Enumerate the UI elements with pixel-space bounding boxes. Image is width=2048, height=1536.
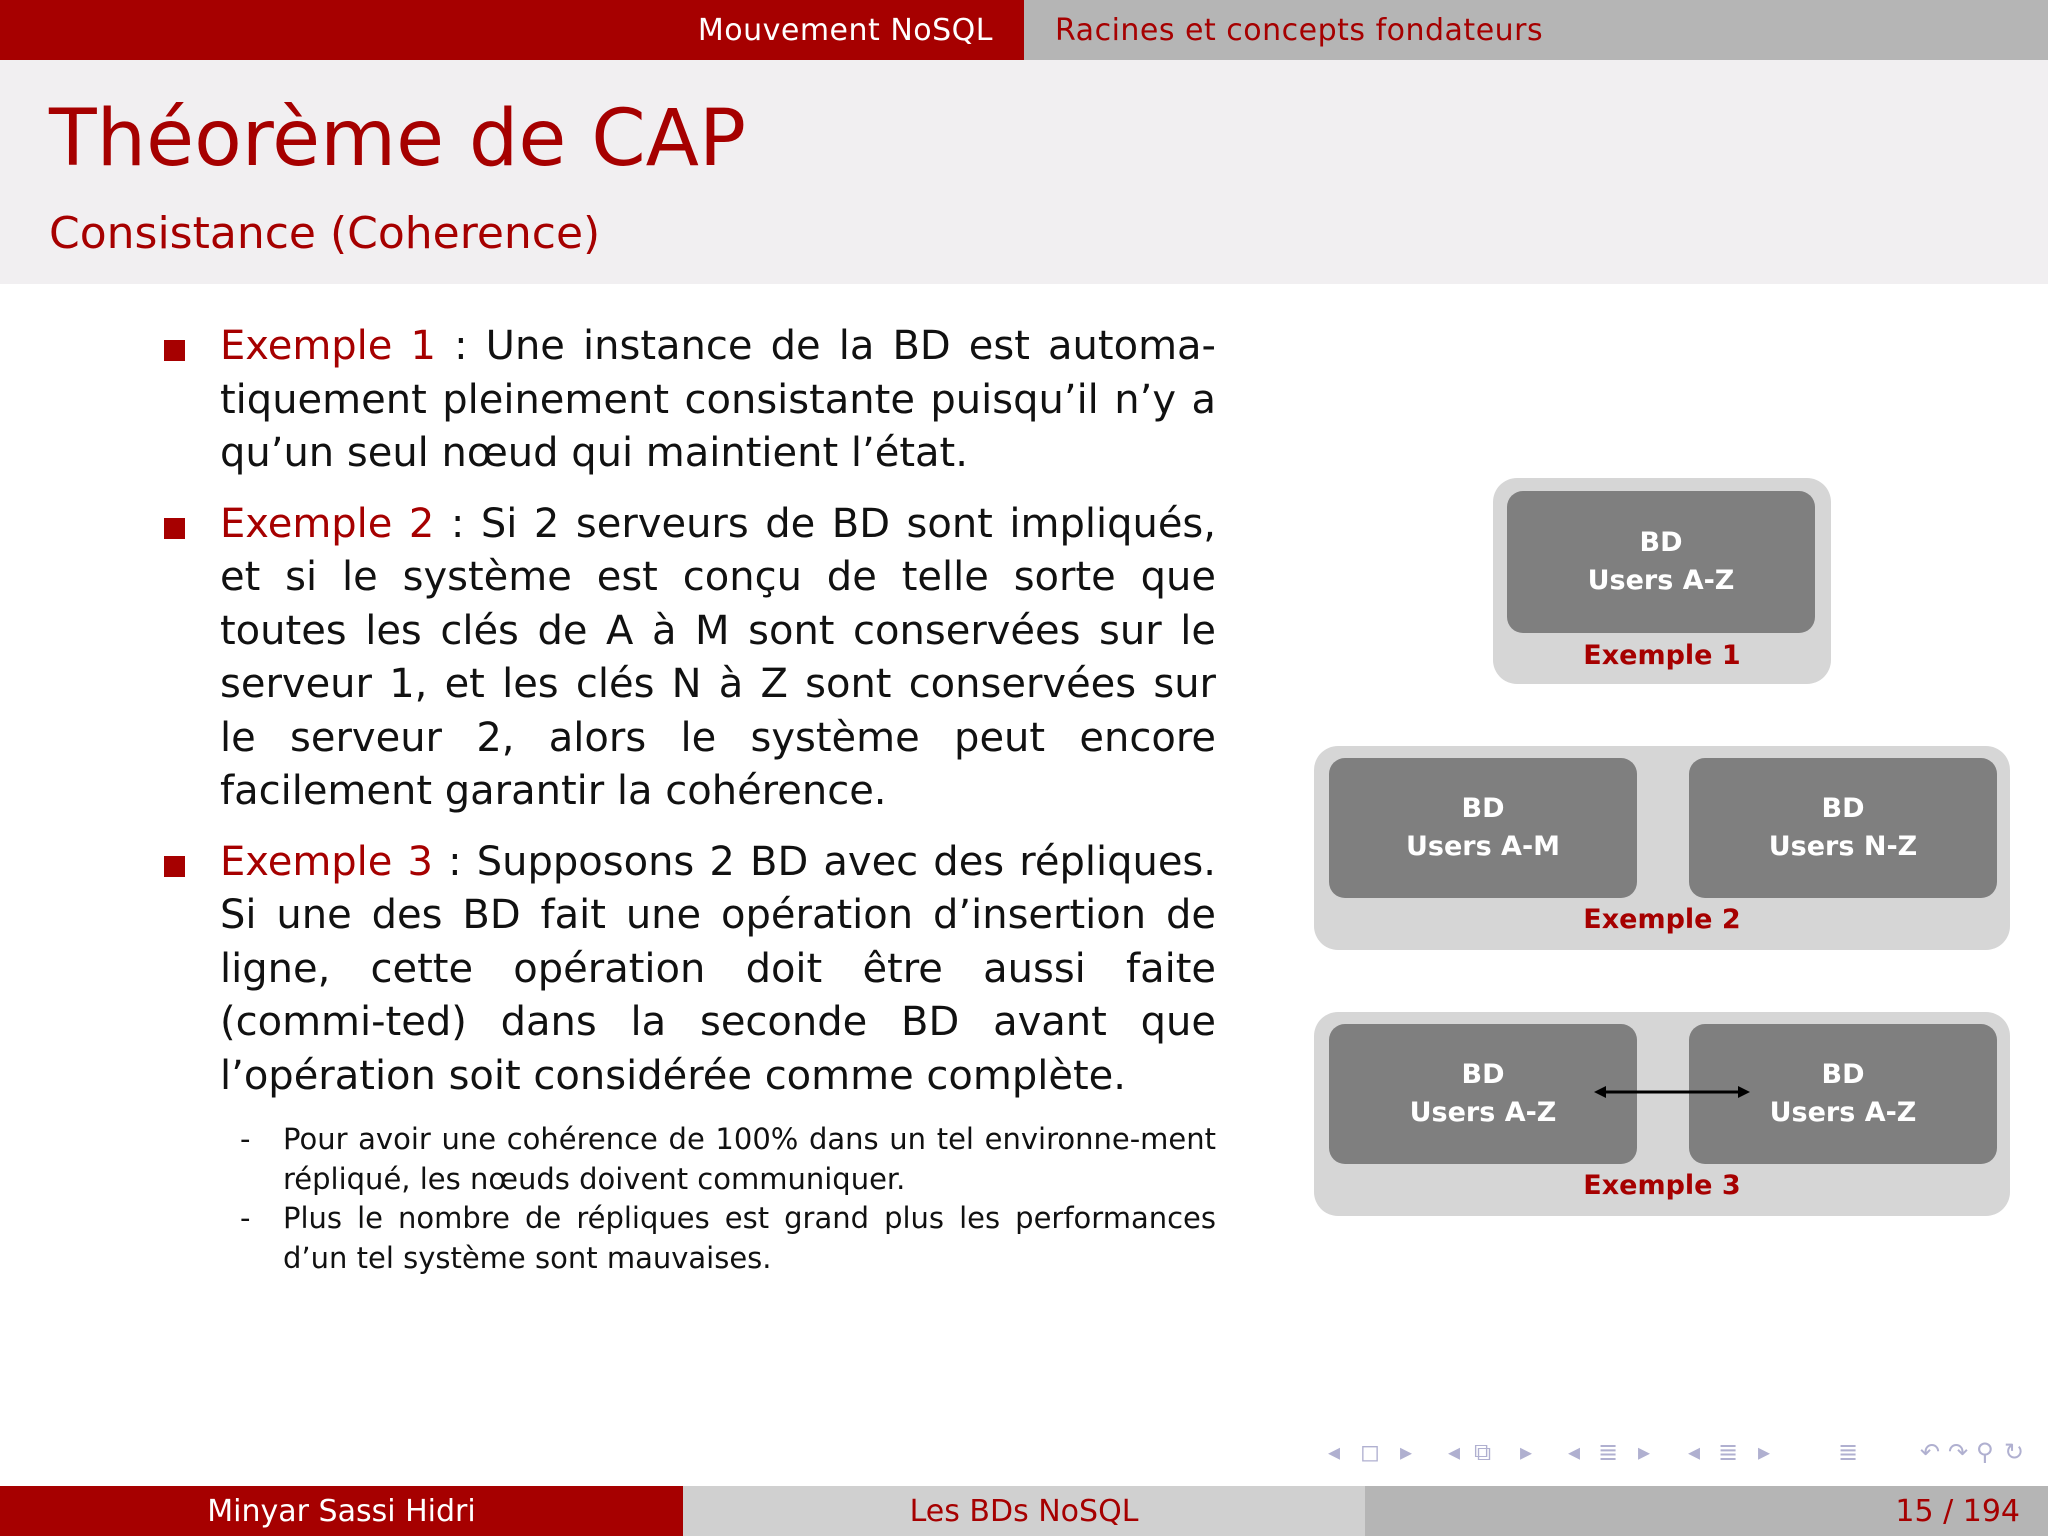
exemple-1-caption: Exemple 1 — [1583, 640, 1741, 671]
exemple-2-group — [1314, 746, 2010, 950]
sub-list — [160, 1120, 1216, 1278]
nav-prev-subsection-icon[interactable]: ◂ — [1448, 1438, 1461, 1466]
exemple-2-text: : Si 2 serveurs de BD sont impliqués, et si le système est conçu de telle sorte que toutes les clés de A à M sont conservées sur le serveur 1, et les clés N à Z sont conservées sur le serveur 2, alors le système peut encore facilement garantir la cohérence. — [220, 500, 1216, 814]
slide-subtitle: Consistance (Coherence) — [49, 208, 601, 259]
exemple-2-caption: Exemple 2 — [1583, 904, 1741, 935]
nav-next-part-icon[interactable]: ▸ — [1758, 1438, 1771, 1466]
db-box-label: BD — [1461, 1059, 1505, 1090]
db-box-label: BD — [1821, 1059, 1865, 1090]
db-box-range: Users A-Z — [1769, 1097, 1917, 1128]
bullet-square — [164, 856, 185, 877]
db-box-label: BD — [1461, 793, 1505, 824]
top-navigation-bar — [0, 0, 2048, 60]
list-item-exemple-2 — [160, 498, 1216, 819]
section-title[interactable]: Mouvement NoSQL — [0, 0, 1024, 60]
db-box-label: BD — [1639, 527, 1683, 558]
sub-list-item-text: Pour avoir une cohérence de 100% dans un tel environne-ment répliqué, les nœuds doivent communiquer. — [283, 1122, 1216, 1196]
db-box-left — [1329, 1024, 1637, 1164]
sub-list-item-text: Plus le nombre de répliques est grand plus les performances d’un tel système sont mauvaises. — [283, 1201, 1216, 1275]
db-box-right — [1689, 758, 1997, 898]
nav-back-icon[interactable]: ↶ — [1920, 1438, 1941, 1466]
exemple-1-text: : Une instance de la BD est automa-tiquement pleinement consistante puisqu’il n’y a qu’un seul nœud qui maintient l’état. — [220, 323, 1216, 476]
dash-bullet: - — [240, 1201, 251, 1235]
nav-section-icon[interactable]: ≣ — [1598, 1438, 1619, 1466]
nav-search-icon[interactable]: ⚲ — [1976, 1438, 1994, 1466]
footer-title: Les BDs NoSQL — [683, 1486, 1365, 1536]
bullet-square — [164, 518, 185, 539]
exemple-3-label: Exemple 3 — [220, 838, 433, 885]
subsection-title[interactable]: Racines et concepts fondateurs — [1024, 0, 2048, 60]
exemple-1-label: Exemple 1 — [220, 323, 436, 369]
nav-prev-section-icon[interactable]: ◂ — [1568, 1438, 1581, 1466]
footer-author: Minyar Sassi Hidri — [0, 1486, 683, 1536]
replication-arrow-icon — [1592, 1082, 1752, 1102]
list-item-exemple-3 — [160, 836, 1216, 1104]
footer-page-number: 15 / 194 — [1365, 1486, 2048, 1536]
db-box-left — [1329, 758, 1637, 898]
exemple-3-text: : Supposons 2 BD avec des répliques. Si une des BD fait une opération d’insertion de ligne, cette opération doit être aussi faite (commi-ted) dans la seconde BD avant que l’opération soit considérée comme complète. — [220, 838, 1216, 1099]
sub-list-item — [160, 1199, 1216, 1278]
nav-forward-icon[interactable]: ↷ — [1948, 1438, 1969, 1466]
nav-frame-icon[interactable]: ◻ — [1360, 1438, 1380, 1466]
sub-list-item — [160, 1120, 1216, 1199]
slide-footer — [0, 1486, 2048, 1536]
nav-next-section-icon[interactable]: ▸ — [1638, 1438, 1651, 1466]
exemple-3-group — [1314, 1012, 2010, 1216]
db-box-range: Users A-Z — [1587, 565, 1735, 596]
db-box — [1507, 491, 1815, 633]
nav-prev-part-icon[interactable]: ◂ — [1688, 1438, 1701, 1466]
beamer-navigation-controls — [1320, 1438, 2040, 1476]
db-box-range: Users A-M — [1405, 831, 1561, 862]
nav-next-frame-icon[interactable]: ▸ — [1400, 1438, 1413, 1466]
db-box-label: BD — [1821, 793, 1865, 824]
nav-toc-icon[interactable]: ≣ — [1838, 1438, 1859, 1466]
nav-next-subsection-icon[interactable]: ▸ — [1520, 1438, 1533, 1466]
nav-subsection-icon[interactable]: ⧉ — [1474, 1438, 1492, 1466]
nav-part-icon[interactable]: ≣ — [1718, 1438, 1739, 1466]
nav-prev-frame-icon[interactable]: ◂ — [1328, 1438, 1341, 1466]
slide-content — [160, 320, 1216, 1278]
exemple-2-label: Exemple 2 — [220, 500, 435, 547]
db-box-range: Users A-Z — [1409, 1097, 1557, 1128]
bullet-square — [164, 340, 185, 361]
nav-return-icon[interactable]: ↻ — [2004, 1438, 2025, 1466]
list-item-exemple-1 — [160, 320, 1216, 481]
cap-examples-diagram — [1310, 478, 2010, 1223]
slide-title: Théorème de CAP — [49, 94, 747, 184]
exemple-3-caption: Exemple 3 — [1583, 1170, 1741, 1201]
exemple-1-group — [1493, 478, 1831, 684]
db-box-range: Users N-Z — [1768, 831, 1918, 862]
dash-bullet: - — [240, 1122, 251, 1156]
